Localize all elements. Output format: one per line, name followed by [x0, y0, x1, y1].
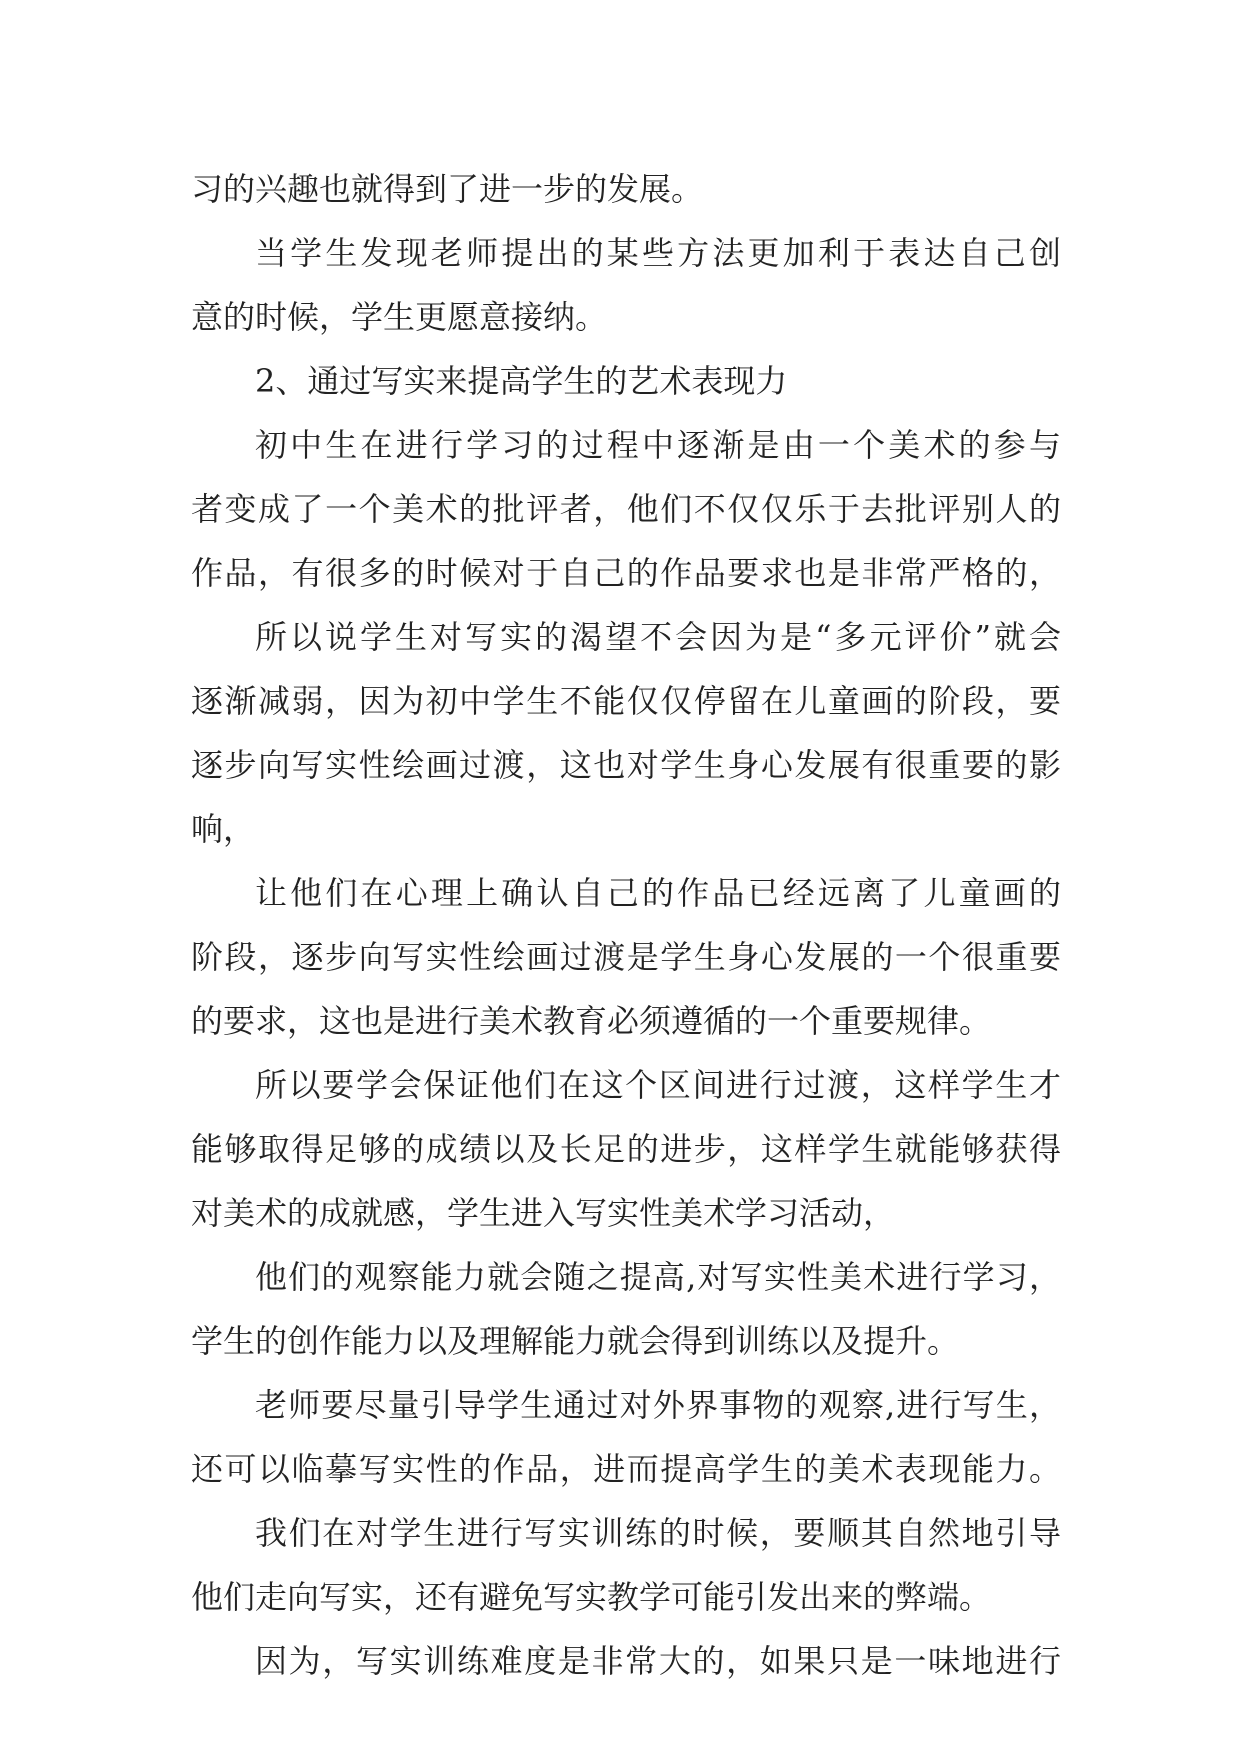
text-line: 学生的创作能力以及理解能力就会得到训练以及提升。: [191, 1322, 960, 1360]
text-line: 作品，有很多的时候对于自己的作品要求也是非常严格的，: [191, 554, 1061, 592]
text-line: 所以说学生对写实的渴望不会因为是“多元评价”就会: [255, 618, 1061, 656]
body-text: [191, 157, 1061, 1693]
text-line: 老师要尽量引导学生通过对外界事物的观察,进行写生，: [255, 1386, 1061, 1424]
text-line: 逐渐减弱，因为初中学生不能仅仅停留在儿童画的阶段，要: [191, 682, 1061, 720]
text-line: 当学生发现老师提出的某些方法更加利于表达自己创: [255, 234, 1061, 272]
text-line: 他们走向写实，还有避免写实教学可能引发出来的弊端。: [191, 1578, 992, 1616]
text-line: 能够取得足够的成绩以及长足的进步，这样学生就能够获得: [191, 1130, 1061, 1168]
text-line: 初中生在进行学习的过程中逐渐是由一个美术的参与: [255, 426, 1061, 464]
text-line: 对美术的成就感，学生进入写实性美术学习活动，: [191, 1194, 896, 1232]
text-line: 2、通过写实来提高学生的艺术表现力: [255, 362, 788, 400]
text-line: 习的兴趣也就得到了进一步的发展。: [191, 170, 704, 208]
text-line: 的要求，这也是进行美术教育必须遵循的一个重要规律。: [191, 1002, 992, 1040]
text-line: 所以要学会保证他们在这个区间进行过渡，这样学生才: [255, 1066, 1061, 1104]
text-line: 他们的观察能力就会随之提高,对写实性美术进行学习，: [255, 1258, 1061, 1296]
text-line: 响，: [191, 810, 256, 848]
text-line: 阶段，逐步向写实性绘画过渡是学生身心发展的一个很重要: [191, 938, 1061, 976]
text-line: 让他们在心理上确认自己的作品已经远离了儿童画的: [255, 874, 1061, 912]
text-line: 因为，写实训练难度是非常大的，如果只是一味地进行: [255, 1642, 1061, 1680]
text-line: 意的时候，学生更愿意接纳。: [191, 298, 608, 336]
text-line: 逐步向写实性绘画过渡，这也对学生身心发展有很重要的影: [191, 746, 1061, 784]
text-line: 我们在对学生进行写实训练的时候，要顺其自然地引导: [255, 1514, 1061, 1552]
text-line: 者变成了一个美术的批评者，他们不仅仅乐于去批评别人的: [191, 490, 1061, 528]
text-line: 还可以临摹写实性的作品，进而提高学生的美术表现能力。: [191, 1450, 1061, 1488]
